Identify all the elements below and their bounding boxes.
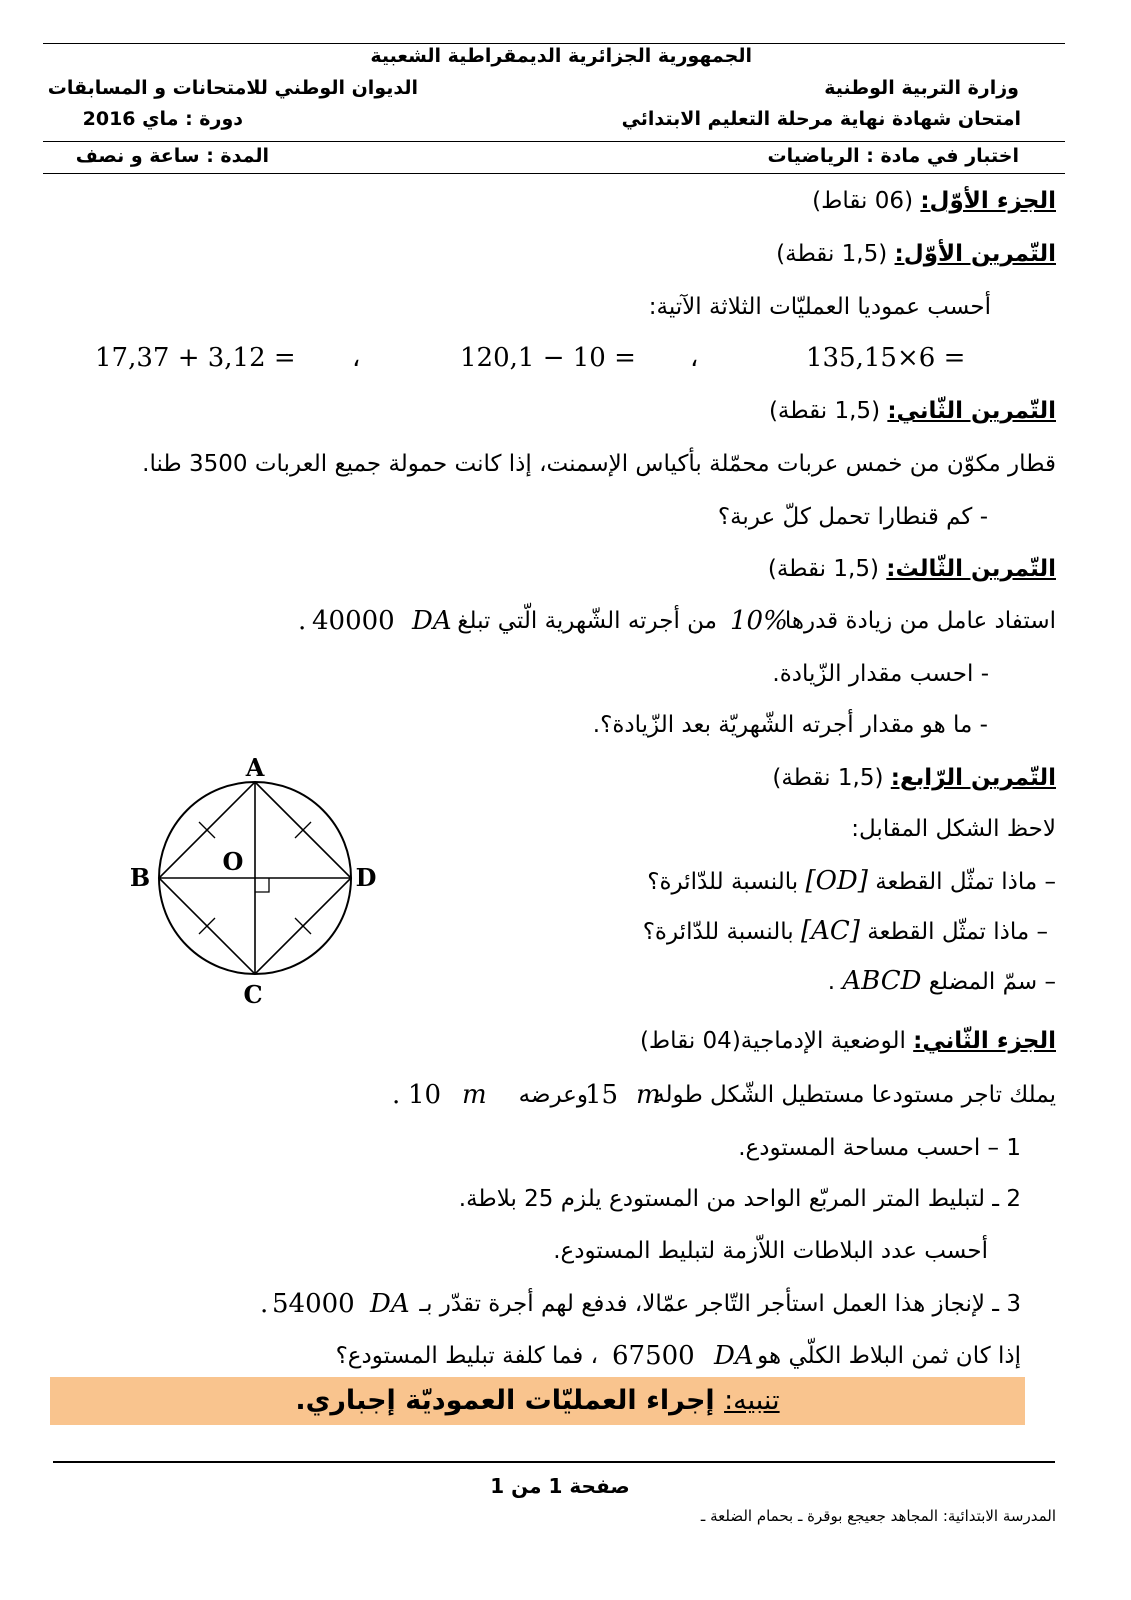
ex4-points: (1,5 نقطة) <box>772 765 884 791</box>
duration: المدة : ساعة و نصف <box>75 145 269 167</box>
part2-length: 15 <box>585 1080 619 1110</box>
ex1-points: (1,5 نقطة) <box>776 241 888 267</box>
ex3-question-2: - ما هو مقدار أجرته الشّهريّة بعد الزّيادة؟. <box>592 712 988 738</box>
ex3-points: (1,5 نقطة) <box>767 556 879 582</box>
ex4-question-3 <box>828 966 1056 996</box>
header-mid-rule <box>43 141 1065 142</box>
ex2-label: التّمرين الثّاني: <box>887 398 1056 424</box>
part2-intro-b: وعرضه <box>518 1082 588 1108</box>
part1-label: الجزء الأوّل: <box>920 188 1056 214</box>
ex2-heading <box>769 398 1056 424</box>
part2-question-2: 2 ـ لتبليط المتر المربّع الواحد من المستودع يلزم 25 بلاطة. <box>458 1186 1021 1212</box>
part2-label: الجزء الثّاني: <box>913 1028 1056 1054</box>
segment-ac: [AC] <box>800 916 860 946</box>
ex4-q1-text-a: – ماذا تمثّل القطعة <box>875 869 1056 895</box>
point-c-label: C <box>243 980 263 1009</box>
part2-title: الوضعية الإدماجية(04 نقاط) <box>639 1028 906 1054</box>
ex3-text-a: استفاد عامل من زيادة قدرها <box>784 608 1056 634</box>
part2-intro-a: يملك تاجر مستودعا مستطيل الشّكل طوله <box>653 1082 1056 1108</box>
part2-question-2b: أحسب عدد البلاطات اللاّزمة لتبليط المستودع. <box>553 1238 988 1264</box>
note-message: إجراء العمليّات العموديّة إجباري. <box>295 1385 715 1416</box>
ex4-q3-dot: . <box>827 969 836 995</box>
ex1-operation-subtract: 120,1 − 10 = <box>460 343 636 373</box>
ex4-question-1 <box>647 866 1056 896</box>
part2-question-1: 1 – احسب مساحة المستودع. <box>738 1135 1021 1161</box>
ex4-q3-text-a: – سمّ المضلع <box>928 969 1056 995</box>
ex4-question-2 <box>643 916 1048 946</box>
header-top-rule <box>43 43 1065 44</box>
part2-width: 10 <box>408 1080 442 1110</box>
ex3-dot: . <box>298 606 307 636</box>
part2-intro-dot: . <box>392 1080 401 1110</box>
exam-name: امتحان شهادة نهاية مرحلة التعليم الابتدائي <box>621 108 1021 130</box>
ex1-instruction: أحسب عموديا العمليّات الثلاثة الآتية: <box>648 294 991 320</box>
ex3-label: التّمرين الثّالث: <box>886 556 1056 582</box>
ex1-operation-multiply: 135,15×6 = <box>806 343 966 373</box>
ex3-heading <box>768 556 1056 582</box>
part2-q3-currency: DA <box>370 1289 410 1319</box>
ex2-points: (1,5 نقطة) <box>768 398 881 424</box>
footer-rule <box>53 1461 1055 1463</box>
part2-q4-currency: DA <box>714 1341 754 1371</box>
ex2-text: قطار مكوّن من خمس عربات محمّلة بأكياس الإسمنت، إذا كانت حمولة جميع العربات 3500 طنا. <box>142 451 1056 477</box>
ex4-q2-text-b: بالنسبة للدّائرة؟ <box>642 919 794 945</box>
page-number: صفحة 1 من 1 <box>490 1474 630 1498</box>
ex4-heading <box>772 765 1056 791</box>
ex4-q1-text-b: بالنسبة للدّائرة؟ <box>647 869 799 895</box>
part2-q3-amount: 54000 <box>272 1289 355 1319</box>
office-name: الديوان الوطني للامتحانات و المسابقات <box>47 77 418 99</box>
part2-unit: m <box>636 1080 661 1110</box>
segment-od: [OD] <box>805 866 868 896</box>
ex3-currency: DA <box>412 606 452 636</box>
part2-unit: m <box>462 1080 487 1110</box>
ex1-label: التّمرين الأوّل: <box>894 241 1056 267</box>
ex3-percent: 10% <box>730 606 788 636</box>
session-date: دورة : ماي 2016 <box>82 108 243 130</box>
note-text <box>50 1385 1025 1416</box>
circle-square-figure <box>115 752 395 1012</box>
point-d-label: D <box>355 863 377 892</box>
ex1-separator: ، <box>352 343 361 373</box>
right-angle-mark <box>255 878 269 892</box>
ex3-text-b: من أجرته الشّهرية الّتي تبلغ <box>457 608 717 634</box>
republic-title: الجمهورية الجزائرية الديمقراطية الشعبية <box>370 45 752 67</box>
school-name: المدرسة الابتدائية: المجاهد جعيجع بوقرة ـ بحمام الضلعة ـ <box>700 1507 1056 1525</box>
ex4-q2-text-a: – ماذا تمثّل القطعة <box>867 919 1048 945</box>
part2-q3-dot: . <box>260 1289 269 1319</box>
polygon-abcd: ABCD <box>842 966 922 996</box>
ex4-label: التّمرين الرّابع: <box>890 765 1056 791</box>
ex1-separator: ، <box>690 343 699 373</box>
ex1-operation-add: 17,37 + 3,12 = <box>95 343 296 373</box>
part2-heading <box>640 1028 1056 1054</box>
point-b-label: B <box>129 863 151 892</box>
part1-heading <box>812 188 1056 214</box>
part2-question-4b: ، فما كلفة تبليط المستودع؟ <box>335 1343 598 1369</box>
part2-question-3: 3 ـ لإنجاز هذا العمل استأجر التّاجر عمّالا، فدفع لهم أجرة تقدّر بـ <box>419 1291 1021 1317</box>
part1-points: (06 نقاط) <box>812 188 914 214</box>
note-label: تنبيه: <box>724 1385 780 1416</box>
part2-q4-amount: 67500 <box>612 1341 695 1371</box>
ex3-question-1: - احسب مقدار الزّيادة. <box>772 661 989 687</box>
subject-title: اختبار في مادة : الرياضيات <box>767 145 1019 167</box>
center-o-label: O <box>222 847 244 876</box>
point-a-label: A <box>245 753 265 782</box>
ministry-name: وزارة التربية الوطنية <box>824 77 1019 99</box>
ex1-heading <box>776 241 1056 267</box>
ex3-amount: 40000 <box>312 606 395 636</box>
ex4-instruction: لاحظ الشكل المقابل: <box>851 816 1056 842</box>
part2-question-4a: إذا كان ثمن البلاط الكلّي هو <box>757 1343 1021 1369</box>
header-bottom-rule <box>43 173 1065 174</box>
ex2-question: - كم قنطارا تحمل كلّ عربة؟ <box>717 504 988 530</box>
